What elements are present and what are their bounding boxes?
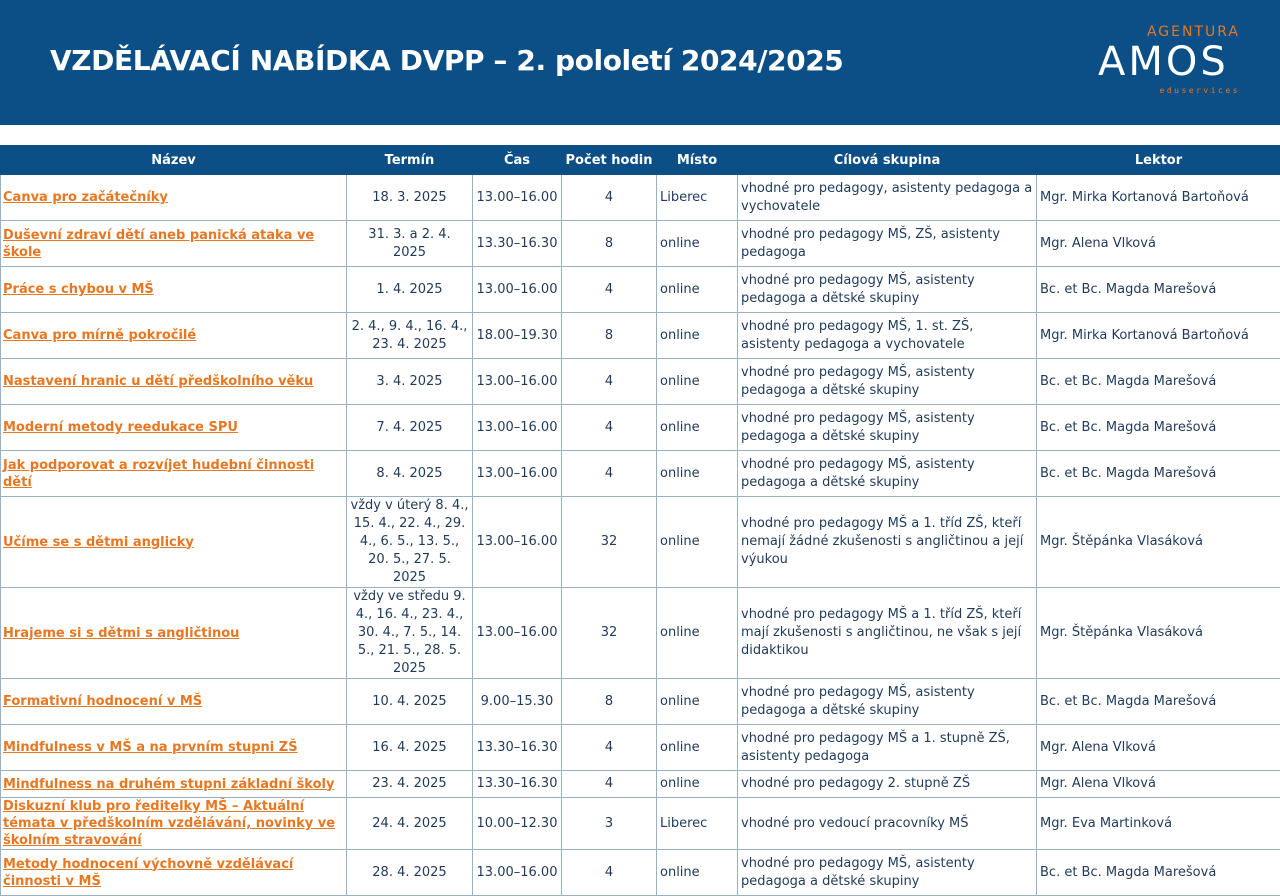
course-name-link[interactable]: Moderní metody reedukace SPU bbox=[3, 419, 343, 436]
course-lecturer: Mgr. Alena Vlková bbox=[1037, 725, 1280, 771]
course-name-link[interactable]: Metody hodnocení výchovně vzdělávací činnosti v MŠ bbox=[3, 856, 343, 890]
table-row bbox=[1, 405, 1280, 451]
course-hours: 3 bbox=[562, 798, 657, 850]
course-time: 13.30–16.30 bbox=[473, 725, 562, 771]
column-header-name: Název bbox=[1, 146, 347, 175]
course-place: online bbox=[657, 221, 738, 267]
column-header-hours: Počet hodin bbox=[562, 146, 657, 175]
column-header-date: Termín bbox=[347, 146, 473, 175]
course-name-link[interactable]: Duševní zdraví dětí aneb panická ataka ve škole bbox=[3, 227, 343, 261]
logo-top-text: AGENTURA bbox=[1147, 24, 1240, 40]
table-row bbox=[1, 313, 1280, 359]
course-time: 13.00–16.00 bbox=[473, 405, 562, 451]
course-time: 18.00–19.30 bbox=[473, 313, 562, 359]
course-name-link[interactable]: Canva pro mírně pokročilé bbox=[3, 327, 343, 344]
course-place: Liberec bbox=[657, 175, 738, 221]
course-name-cell bbox=[1, 175, 347, 221]
course-time: 10.00–12.30 bbox=[473, 798, 562, 850]
course-target-group: vhodné pro pedagogy MŠ, 1. st. ZŠ, asistenty pedagoga a vychovatele bbox=[738, 313, 1037, 359]
course-hours: 8 bbox=[562, 679, 657, 725]
course-lecturer: Bc. et Bc. Magda Marešová bbox=[1037, 451, 1280, 497]
course-date: 31. 3. a 2. 4. 2025 bbox=[347, 221, 473, 267]
course-hours: 4 bbox=[562, 267, 657, 313]
course-name-cell bbox=[1, 497, 347, 588]
table-row bbox=[1, 588, 1280, 679]
course-lecturer: Mgr. Mirka Kortanová Bartoňová bbox=[1037, 313, 1280, 359]
table-header-row bbox=[1, 146, 1280, 175]
column-header-lecturer: Lektor bbox=[1037, 146, 1280, 175]
table-row bbox=[1, 359, 1280, 405]
course-target-group: vhodné pro pedagogy MŠ, asistenty pedagoga a dětské skupiny bbox=[738, 451, 1037, 497]
course-date: 18. 3. 2025 bbox=[347, 175, 473, 221]
course-place: Liberec bbox=[657, 798, 738, 850]
course-target-group: vhodné pro vedoucí pracovníky MŠ bbox=[738, 798, 1037, 850]
course-hours: 4 bbox=[562, 359, 657, 405]
course-target-group: vhodné pro pedagogy MŠ a 1. stupně ZŠ, asistenty pedagoga bbox=[738, 725, 1037, 771]
course-name-link[interactable]: Nastavení hranic u dětí předškolního věku bbox=[3, 373, 343, 390]
course-hours: 4 bbox=[562, 850, 657, 896]
course-date: 2. 4., 9. 4., 16. 4., 23. 4. 2025 bbox=[347, 313, 473, 359]
course-name-cell bbox=[1, 679, 347, 725]
course-hours: 8 bbox=[562, 313, 657, 359]
course-name-link[interactable]: Canva pro začátečníky bbox=[3, 189, 343, 206]
course-time: 13.30–16.30 bbox=[473, 221, 562, 267]
course-lecturer: Bc. et Bc. Magda Marešová bbox=[1037, 267, 1280, 313]
course-time: 13.00–16.00 bbox=[473, 497, 562, 588]
course-date: 24. 4. 2025 bbox=[347, 798, 473, 850]
course-name-cell bbox=[1, 850, 347, 896]
course-target-group: vhodné pro pedagogy MŠ, asistenty pedagoga a dětské skupiny bbox=[738, 679, 1037, 725]
course-hours: 4 bbox=[562, 175, 657, 221]
table-row bbox=[1, 267, 1280, 313]
column-header-place: Místo bbox=[657, 146, 738, 175]
header-banner bbox=[0, 0, 1280, 125]
table-row bbox=[1, 679, 1280, 725]
course-lecturer: Mgr. Alena Vlková bbox=[1037, 221, 1280, 267]
course-place: online bbox=[657, 359, 738, 405]
table-row bbox=[1, 850, 1280, 896]
course-time: 13.00–16.00 bbox=[473, 267, 562, 313]
course-name-cell bbox=[1, 798, 347, 850]
course-target-group: vhodné pro pedagogy MŠ, asistenty pedagoga a dětské skupiny bbox=[738, 359, 1037, 405]
course-time: 13.00–16.00 bbox=[473, 451, 562, 497]
course-lecturer: Bc. et Bc. Magda Marešová bbox=[1037, 359, 1280, 405]
table-row bbox=[1, 175, 1280, 221]
course-lecturer: Bc. et Bc. Magda Marešová bbox=[1037, 405, 1280, 451]
course-lecturer: Mgr. Eva Martinková bbox=[1037, 798, 1280, 850]
course-time: 9.00–15.30 bbox=[473, 679, 562, 725]
course-name-link[interactable]: Jak podporovat a rozvíjet hudební činnosti dětí bbox=[3, 457, 343, 491]
course-date: 3. 4. 2025 bbox=[347, 359, 473, 405]
course-place: online bbox=[657, 267, 738, 313]
course-hours: 4 bbox=[562, 451, 657, 497]
course-time: 13.00–16.00 bbox=[473, 359, 562, 405]
course-target-group: vhodné pro pedagogy 2. stupně ZŠ bbox=[738, 771, 1037, 798]
course-date: vždy ve středu 9. 4., 16. 4., 23. 4., 30. 4., 7. 5., 14. 5., 21. 5., 28. 5. 2025 bbox=[347, 588, 473, 679]
course-place: online bbox=[657, 725, 738, 771]
course-target-group: vhodné pro pedagogy MŠ a 1. tříd ZŠ, kteří nemají žádné zkušenosti s angličtinou a její výukou bbox=[738, 497, 1037, 588]
course-name-link[interactable]: Formativní hodnocení v MŠ bbox=[3, 693, 343, 710]
course-time: 13.30–16.30 bbox=[473, 771, 562, 798]
course-hours: 4 bbox=[562, 405, 657, 451]
course-hours: 4 bbox=[562, 771, 657, 798]
course-place: online bbox=[657, 405, 738, 451]
course-time: 13.00–16.00 bbox=[473, 175, 562, 221]
course-name-cell bbox=[1, 451, 347, 497]
course-place: online bbox=[657, 313, 738, 359]
course-name-link[interactable]: Učíme se s dětmi anglicky bbox=[3, 534, 343, 551]
course-name-cell bbox=[1, 313, 347, 359]
course-time: 13.00–16.00 bbox=[473, 588, 562, 679]
table-row bbox=[1, 221, 1280, 267]
course-lecturer: Mgr. Štěpánka Vlasáková bbox=[1037, 588, 1280, 679]
column-header-time: Čas bbox=[473, 146, 562, 175]
course-name-cell bbox=[1, 771, 347, 798]
course-hours: 8 bbox=[562, 221, 657, 267]
table-row bbox=[1, 451, 1280, 497]
course-date: 10. 4. 2025 bbox=[347, 679, 473, 725]
course-name-link[interactable]: Mindfulness na druhém stupni základní školy bbox=[3, 776, 343, 793]
course-date: 1. 4. 2025 bbox=[347, 267, 473, 313]
table-row bbox=[1, 771, 1280, 798]
table-row bbox=[1, 725, 1280, 771]
course-target-group: vhodné pro pedagogy MŠ, asistenty pedagoga a dětské skupiny bbox=[738, 405, 1037, 451]
course-target-group: vhodné pro pedagogy MŠ, ZŠ, asistenty pedagoga bbox=[738, 221, 1037, 267]
course-date: vždy v úterý 8. 4., 15. 4., 22. 4., 29. 4., 6. 5., 13. 5., 20. 5., 27. 5. 2025 bbox=[347, 497, 473, 588]
course-name-cell bbox=[1, 267, 347, 313]
course-lecturer: Mgr. Štěpánka Vlasáková bbox=[1037, 497, 1280, 588]
table-row bbox=[1, 798, 1280, 850]
course-date: 8. 4. 2025 bbox=[347, 451, 473, 497]
course-date: 28. 4. 2025 bbox=[347, 850, 473, 896]
course-name-link[interactable]: Mindfulness v MŠ a na prvním stupni ZŠ bbox=[3, 739, 343, 756]
course-date: 16. 4. 2025 bbox=[347, 725, 473, 771]
course-name-link[interactable]: Práce s chybou v MŠ bbox=[3, 281, 343, 298]
course-name-cell bbox=[1, 221, 347, 267]
column-header-target: Cílová skupina bbox=[738, 146, 1037, 175]
course-target-group: vhodné pro pedagogy MŠ a 1. tříd ZŠ, kteří mají zkušenosti s angličtinou, ne však s její didaktikou bbox=[738, 588, 1037, 679]
course-lecturer: Mgr. Alena Vlková bbox=[1037, 771, 1280, 798]
course-hours: 32 bbox=[562, 497, 657, 588]
course-place: online bbox=[657, 771, 738, 798]
amos-logo bbox=[1098, 24, 1248, 104]
course-name-cell bbox=[1, 588, 347, 679]
courses-table bbox=[0, 145, 1280, 896]
course-time: 13.00–16.00 bbox=[473, 850, 562, 896]
course-lecturer: Bc. et Bc. Magda Marešová bbox=[1037, 679, 1280, 725]
course-place: online bbox=[657, 451, 738, 497]
course-name-link[interactable]: Hrajeme si s dětmi s angličtinou bbox=[3, 625, 343, 642]
course-hours: 4 bbox=[562, 725, 657, 771]
course-target-group: vhodné pro pedagogy, asistenty pedagoga a vychovatele bbox=[738, 175, 1037, 221]
course-target-group: vhodné pro pedagogy MŠ, asistenty pedagoga a dětské skupiny bbox=[738, 850, 1037, 896]
course-date: 23. 4. 2025 bbox=[347, 771, 473, 798]
table-row bbox=[1, 497, 1280, 588]
course-name-link[interactable]: Diskuzní klub pro ředitelky MŠ – Aktuální témata v předškolním vzdělávání, novinky ve školním stravování bbox=[3, 798, 343, 849]
logo-main-text: AMOS bbox=[1098, 38, 1229, 86]
course-hours: 32 bbox=[562, 588, 657, 679]
course-lecturer: Mgr. Mirka Kortanová Bartoňová bbox=[1037, 175, 1280, 221]
course-place: online bbox=[657, 679, 738, 725]
course-place: online bbox=[657, 850, 738, 896]
course-target-group: vhodné pro pedagogy MŠ, asistenty pedagoga a dětské skupiny bbox=[738, 267, 1037, 313]
logo-sub-text: eduservices bbox=[1160, 86, 1240, 95]
course-place: online bbox=[657, 497, 738, 588]
course-date: 7. 4. 2025 bbox=[347, 405, 473, 451]
course-lecturer: Bc. et Bc. Magda Marešová bbox=[1037, 850, 1280, 896]
course-name-cell bbox=[1, 359, 347, 405]
course-name-cell bbox=[1, 725, 347, 771]
course-place: online bbox=[657, 588, 738, 679]
page-title: VZDĚLÁVACÍ NABÍDKA DVPP – 2. pololetí 2024/2025 bbox=[50, 44, 843, 77]
course-name-cell bbox=[1, 405, 347, 451]
